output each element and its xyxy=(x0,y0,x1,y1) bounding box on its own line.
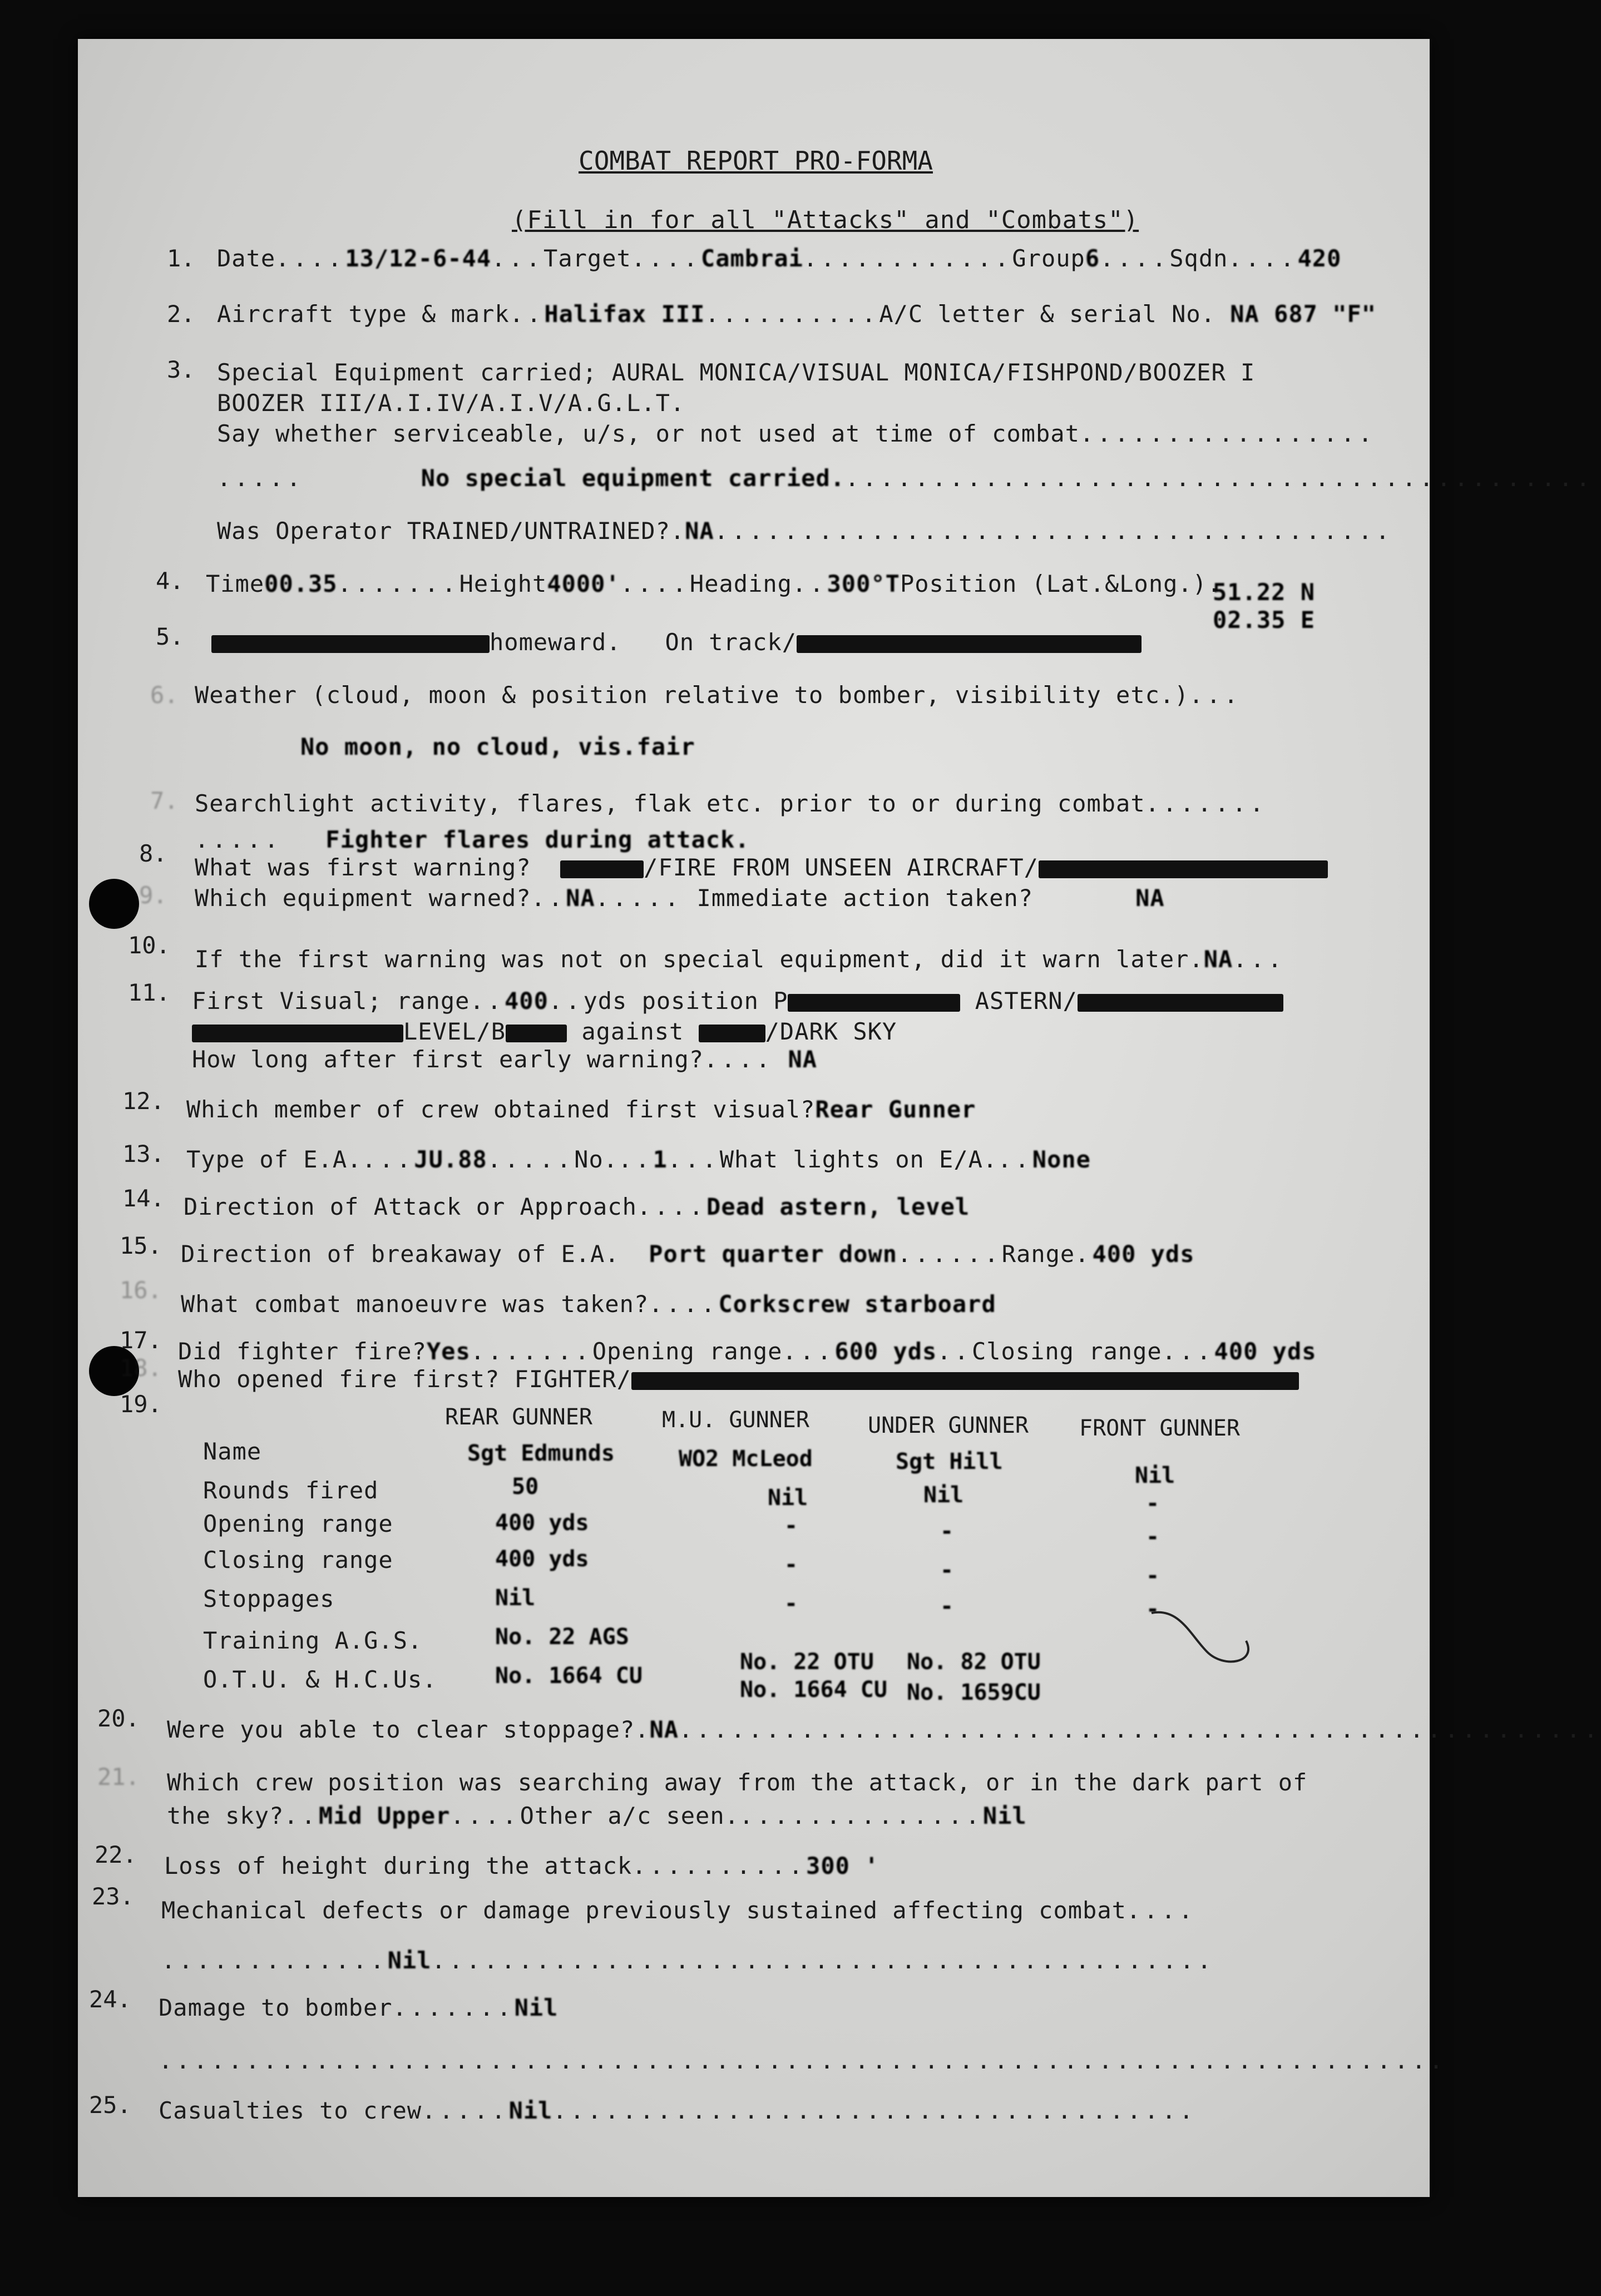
redaction xyxy=(631,1372,1299,1390)
item-number: 15. xyxy=(120,1232,162,1259)
mu-otu: No. 1664 CU xyxy=(740,1677,887,1703)
redaction xyxy=(560,860,644,878)
aircraft-label: Aircraft type & mark xyxy=(217,300,510,328)
redaction xyxy=(506,1025,567,1042)
long-value: 02.35 E xyxy=(1213,606,1316,634)
item-number: 23. xyxy=(92,1883,134,1910)
ac-letter-label: A/C letter & serial No. xyxy=(879,300,1215,328)
row-5: homeward. On track/ xyxy=(211,629,1142,656)
special-eq-line-2: BOOZER III/A.I.IV/A.I.V/A.G.L.T. xyxy=(217,389,685,417)
item-number: 4. xyxy=(156,567,184,595)
row-label-name: Name xyxy=(203,1438,262,1465)
searchlight-line: Searchlight activity, flares, flak etc. prior to or during combat....... xyxy=(195,790,1267,817)
redaction xyxy=(797,635,1142,653)
row-24: Damage to bomber.......Nil xyxy=(159,1994,559,2021)
item-number: 19. xyxy=(120,1391,162,1418)
redaction xyxy=(1078,994,1283,1012)
row-label-opening: Opening range xyxy=(203,1510,393,1537)
weather-answer: No moon, no cloud, vis.fair xyxy=(300,733,695,760)
item-number: 16. xyxy=(120,1276,162,1304)
redaction xyxy=(211,635,490,653)
mu-rounds: Nil xyxy=(768,1485,808,1511)
row-9: Which equipment warned?..NA..... Immediate action taken? NA xyxy=(195,884,1165,912)
col-header-rear: REAR GUNNER xyxy=(445,1404,592,1430)
under-closing: - xyxy=(940,1557,954,1583)
item-number: 17. xyxy=(120,1327,162,1354)
form-title: COMBAT REPORT PRO-FORMA xyxy=(579,146,933,176)
row-23: Mechanical defects or damage previously sustained affecting combat.... xyxy=(161,1897,1197,1924)
row-11b: LEVEL/B against /DARK SKY xyxy=(192,1018,897,1045)
item-number: 10. xyxy=(128,932,170,959)
sqdn-value: 420 xyxy=(1297,245,1342,272)
redaction xyxy=(1039,860,1328,878)
group-label: Group xyxy=(1012,245,1085,272)
under-otu: No. 1659CU xyxy=(907,1680,1041,1705)
row-17: Did fighter fire?Yes.......Opening range...600 yds..Closing range...400 yds xyxy=(178,1338,1317,1365)
item-number: 18. xyxy=(120,1354,162,1382)
rear-stoppages: Nil xyxy=(495,1585,536,1611)
row-label-stoppages: Stoppages xyxy=(203,1585,335,1612)
row-label-rounds: Rounds fired xyxy=(203,1477,379,1504)
row-2: Aircraft type & mark..Halifax III..........A/C letter & serial No. NA 687 "F" xyxy=(217,300,1377,328)
sqdn-label: Sqdn xyxy=(1169,245,1228,272)
item-number: 11. xyxy=(128,979,170,1006)
form-subtitle: (Fill in for all "Attacks" and "Combats") xyxy=(512,206,1139,234)
item-number: 24. xyxy=(89,1986,131,2013)
item-number: 3. xyxy=(167,356,195,383)
row-13: Type of E.A....JU.88.....No...1...What lights on E/A...None xyxy=(186,1146,1091,1173)
row-11c: How long after first early warning?.... NA xyxy=(192,1046,818,1073)
item-number: 14. xyxy=(122,1185,165,1212)
target-label: Target xyxy=(543,245,631,272)
mu-training: No. 22 OTU xyxy=(740,1649,874,1675)
row-8: What was first warning? /FIRE FROM UNSEEN AIRCRAFT/ xyxy=(195,854,1328,881)
rear-opening: 400 yds xyxy=(495,1510,589,1536)
row-label-otu: O.T.U. & H.C.Us. xyxy=(203,1666,437,1693)
col-header-front: FRONT GUNNER xyxy=(1079,1416,1240,1441)
aircraft-value: Halifax III xyxy=(544,300,705,328)
rear-otu: No. 1664 CU xyxy=(495,1663,643,1689)
front-opening: - xyxy=(1146,1524,1160,1550)
say-whether: Say whether serviceable, u/s, or not used at time of combat................. xyxy=(217,420,1376,447)
punch-hole-top xyxy=(89,879,139,929)
row-14: Direction of Attack or Approach....Dead astern, level xyxy=(184,1193,970,1220)
item-number: 9. xyxy=(139,882,167,909)
mu-name: WO2 McLeod xyxy=(679,1446,813,1472)
mu-opening: - xyxy=(784,1513,798,1538)
row-23-answer: .............Nil............................................. xyxy=(161,1947,1215,1974)
lat-value: 51.22 N xyxy=(1213,578,1316,606)
group-value: 6 xyxy=(1085,245,1100,272)
row-label-closing: Closing range xyxy=(203,1546,393,1573)
under-opening: - xyxy=(940,1518,954,1544)
date-value: 13/12-6-44 xyxy=(345,245,492,272)
special-answer: ..... No special equipment carried............................................ xyxy=(217,464,1594,492)
under-name: Sgt Hill xyxy=(896,1449,1003,1474)
row-4: Time00.35.......Height4000'....Heading..300°TPosition (Lat.&Long.). xyxy=(206,570,1222,597)
item-number: 21. xyxy=(97,1763,140,1790)
weather-line: Weather (cloud, moon & position relative to bomber, visibility etc.)... xyxy=(195,681,1242,709)
redaction xyxy=(788,994,960,1012)
item-number: 2. xyxy=(167,300,195,328)
row-25: Casualties to crew.....Nil..................................... xyxy=(159,2097,1197,2124)
rear-rounds: 50 xyxy=(512,1474,539,1500)
rear-training: No. 22 AGS xyxy=(495,1624,629,1650)
special-eq-line: Special Equipment carried; AURAL MONICA/VISUAL MONICA/FISHPOND/BOOZER I xyxy=(217,359,1256,386)
row-20: Were you able to clear stoppage?.NA..................................................... xyxy=(167,1716,1601,1743)
under-rounds: Nil xyxy=(923,1482,964,1508)
row-12: Which member of crew obtained first visual?Rear Gunner xyxy=(186,1096,976,1123)
rear-closing: 400 yds xyxy=(495,1546,589,1572)
item-number: 6. xyxy=(150,681,179,709)
date-label: Date xyxy=(217,245,276,272)
row-21: Which crew position was searching away from the attack, or in the dark part of xyxy=(167,1769,1308,1796)
item-number: 20. xyxy=(97,1705,140,1732)
mu-stoppages: - xyxy=(784,1591,798,1616)
item-number: 5. xyxy=(156,623,184,650)
under-stoppages: - xyxy=(940,1594,954,1619)
row-24-blank: .......................................................................... xyxy=(159,2047,1447,2074)
operator-line: Was Operator TRAINED/UNTRAINED?.NA....................................... xyxy=(217,517,1393,545)
under-training: No. 82 OTU xyxy=(907,1649,1041,1675)
row-16: What combat manoeuvre was taken?....Corkscrew starboard xyxy=(181,1290,996,1318)
redaction xyxy=(192,1025,403,1042)
serial-value: NA 687 "F" xyxy=(1230,300,1377,328)
item-number: 22. xyxy=(95,1841,137,1868)
item-number: 13. xyxy=(122,1140,165,1167)
front-name: Nil xyxy=(1135,1463,1175,1488)
redaction xyxy=(699,1025,765,1042)
item-number: 8. xyxy=(139,840,167,867)
pen-mark xyxy=(1146,1602,1257,1674)
item-number: 7. xyxy=(150,787,179,814)
row-22: Loss of height during the attack..........300 ' xyxy=(164,1852,879,1879)
item-number: 25. xyxy=(89,2091,131,2119)
rear-name: Sgt Edmunds xyxy=(467,1441,615,1466)
col-header-under: UNDER GUNNER xyxy=(868,1413,1029,1438)
front-closing: - xyxy=(1146,1563,1160,1589)
row-11a: First Visual; range..400..yds position P ASTERN/ xyxy=(192,987,1283,1015)
item-number: 12. xyxy=(122,1087,165,1115)
row-10: If the first warning was not on special equipment, did it warn later.NA... xyxy=(195,946,1286,973)
searchlight-answer: ..... Fighter flares during attack. xyxy=(195,826,750,853)
row-21b: the sky?..Mid Upper....Other a/c seen...............Nil xyxy=(167,1802,1027,1829)
row-18: Who opened fire first? FIGHTER/ xyxy=(178,1365,1299,1393)
col-header-mu: M.U. GUNNER xyxy=(662,1407,809,1433)
front-stoppages: - xyxy=(1146,1596,1160,1622)
front-rounds: - xyxy=(1146,1491,1160,1516)
item-number: 1. xyxy=(167,245,195,272)
mu-closing: - xyxy=(784,1552,798,1577)
row-1: Date....13/12-6-44...Target....Cambrai............Group6....Sqdn....420 xyxy=(217,245,1342,272)
row-15: Direction of breakaway of E.A. Port quarter down......Range.400 yds xyxy=(181,1240,1195,1268)
target-value: Cambrai xyxy=(700,245,803,272)
row-label-training: Training A.G.S. xyxy=(203,1627,423,1654)
